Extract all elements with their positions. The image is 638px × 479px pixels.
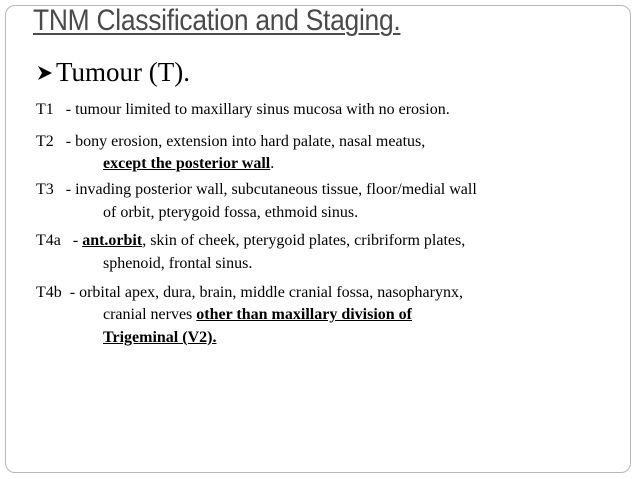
stage-t4b-line3	[103, 329, 216, 347]
slide-title: TNM Classification and Staging.	[33, 4, 401, 37]
stage-t4a-line2: sphenoid, frontal sinus.	[103, 255, 253, 272]
stage-t4a-label: T4a -	[36, 232, 83, 249]
stage-t4b-head: cranial nerves	[103, 306, 197, 323]
stage-t2-line1: T2 - bony erosion, extension into hard palate, nasal meatus,	[36, 133, 426, 150]
stage-t1-line1: T1 - tumour limited to maxillary sinus mucosa with no erosion.	[36, 101, 450, 118]
bullet-heading	[36, 57, 190, 88]
stage-t2-emphasis: except the posterior wall	[103, 155, 271, 172]
stage-t4b-line1: T4b - orbital apex, dura, brain, middle cranial fossa, nasopharynx,	[36, 284, 463, 301]
stage-t4a-emphasis: ant.orbit	[82, 232, 143, 249]
stage-t3-line2: of orbit, pterygoid fossa, ethmoid sinus.	[103, 204, 359, 221]
stage-t2-tail: .	[270, 155, 275, 172]
stage-t2-line2	[103, 155, 274, 173]
stage-t4a-tail: , skin of cheek, pterygoid plates, cribriform plates,	[142, 232, 466, 249]
stage-t3-line1: T3 - invading posterior wall, subcutaneous tissue, floor/medial wall	[36, 181, 477, 198]
stage-t4a-line1	[36, 232, 465, 250]
stage-t4b-emphasis: other than maxillary division of	[196, 306, 412, 323]
bullet-heading-text: Tumour (T).	[56, 57, 191, 87]
stage-t4b-line2	[103, 306, 412, 324]
arrow-bullet-icon	[36, 64, 54, 82]
stage-t4b-emphasis-2: Trigeminal (V2).	[103, 329, 217, 346]
